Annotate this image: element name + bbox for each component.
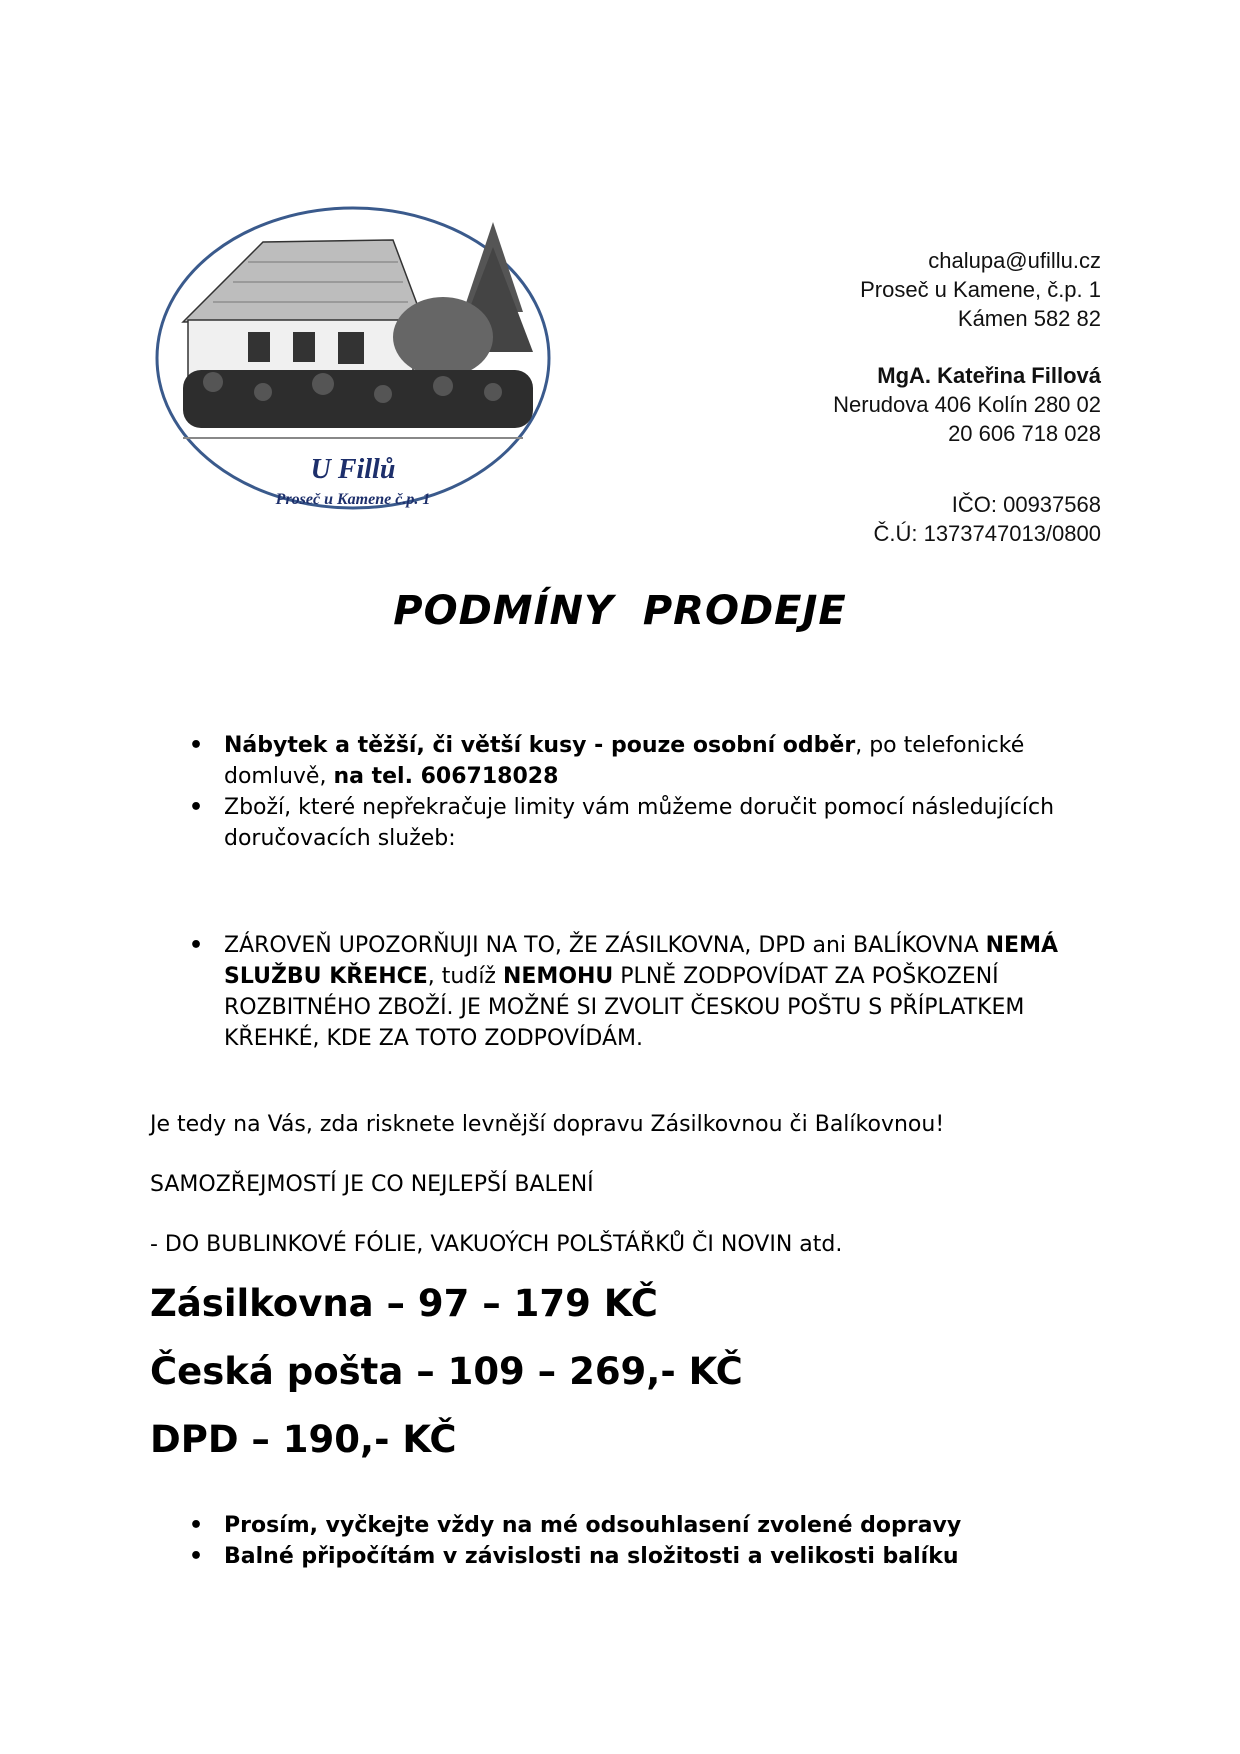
owner-phone: 20 606 718 028 bbox=[948, 421, 1101, 446]
logo-name: U Fillů bbox=[310, 454, 396, 485]
ico: IČO: 00937568 bbox=[951, 492, 1101, 517]
pickup-only-text: Nábytek a těžší, či větší kusy - pouze osobní odběr bbox=[224, 733, 856, 758]
pickup-phone: na tel. 606718028 bbox=[333, 764, 559, 789]
notes-list bbox=[186, 1510, 1066, 1572]
list-item bbox=[186, 792, 1066, 854]
warning-list bbox=[186, 930, 1066, 1054]
logo-u-fillu bbox=[153, 202, 553, 514]
contact-address-line2: Kámen 582 82 bbox=[957, 306, 1101, 331]
list-item bbox=[186, 730, 1066, 792]
page-title: PODMÍNY PRODEJE bbox=[393, 588, 847, 634]
bullet-icon: • bbox=[189, 733, 204, 758]
warning-bold-1: NEMÁ SLUŽBU KŘEHCE bbox=[224, 933, 1058, 989]
bullet-icon: • bbox=[189, 933, 204, 958]
contact-address-line1: Proseč u Kamene, č.p. 1 bbox=[860, 277, 1101, 302]
contact-email[interactable]: chalupa@ufillu.cz bbox=[928, 248, 1101, 273]
contact-block bbox=[833, 246, 1101, 548]
logo-address: Proseč u Kamene č.p. 1 bbox=[275, 491, 431, 508]
packaging-detail-paragraph: - DO BUBLINKOVÉ FÓLIE, VAKUOÝCH POLŠTÁŘKŮ ČI NOVIN atd. bbox=[150, 1232, 843, 1257]
bank-account: Č.Ú: 1373747013/0800 bbox=[873, 521, 1101, 546]
packaging-paragraph: SAMOZŘEJMOSTÍ JE CO NEJLEPŠÍ BALENÍ bbox=[150, 1172, 594, 1197]
list-item bbox=[186, 930, 1066, 1054]
conditions-list bbox=[186, 730, 1066, 854]
price-dpd: DPD – 190,- KČ bbox=[150, 1418, 457, 1461]
warning-text-1: ZÁROVEŇ UPOZORŇUJI NA TO, ŽE ZÁSILKOVNA, DPD ani BALÍKOVNA bbox=[224, 933, 986, 958]
list-item bbox=[186, 1510, 1066, 1541]
warning-text-2: , tudíž bbox=[427, 964, 503, 989]
warning-text-3: PLNĚ ZODPOVÍDAT ZA POŠKOZENÍ ROZBITNÉHO ZBOŽÍ. JE MOŽNÉ SI ZVOLIT ČESKOU POŠTU S PŘÍPLATKEM KŘEHKÉ, KDE ZA TOTO ZODPOVÍDÁM. bbox=[224, 964, 1025, 1051]
list-item bbox=[186, 1541, 1066, 1572]
price-zasilkovna: Zásilkovna – 97 – 179 KČ bbox=[150, 1282, 658, 1325]
risk-paragraph: Je tedy na Vás, zda risknete levnější dopravu Zásilkovnou či Balíkovnou! bbox=[150, 1112, 945, 1137]
warning-bold-2: NEMOHU bbox=[502, 964, 614, 989]
owner-name: MgA. Kateřina Fillová bbox=[877, 363, 1101, 388]
logo-cottage-illustration bbox=[153, 202, 553, 514]
delivery-intro-text: Zboží, které nepřekračuje limity vám můžeme doručit pomocí následujících doručovacích služeb: bbox=[224, 795, 1055, 851]
bullet-icon: • bbox=[189, 1544, 204, 1569]
bullet-icon: • bbox=[189, 795, 204, 820]
pickup-note: , po telefonické domluvě, bbox=[224, 733, 1025, 789]
price-ceska-posta: Česká pošta – 109 – 269,- KČ bbox=[150, 1350, 743, 1393]
bullet-icon: • bbox=[189, 1513, 204, 1538]
owner-address: Nerudova 406 Kolín 280 02 bbox=[833, 392, 1101, 417]
packaging-fee-note: Balné připočítám v závislosti na složitosti a velikosti balíku bbox=[224, 1544, 959, 1569]
wait-approval-note: Prosím, vyčkejte vždy na mé odsouhlasení zvolené dopravy bbox=[224, 1513, 962, 1538]
